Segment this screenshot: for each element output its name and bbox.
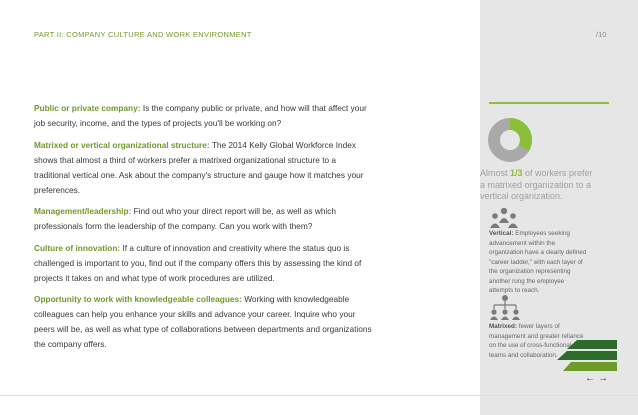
paragraph-leadership xyxy=(34,204,374,234)
paragraph-structure xyxy=(34,138,374,198)
paragraph-text: Find out who your direct report will be, as well as which professionals form the leadership of the company. Can you work with them? xyxy=(34,206,337,231)
prev-page-arrow-icon[interactable]: ← xyxy=(585,373,598,384)
stat-callout xyxy=(480,168,600,203)
stat-prefix: Almost xyxy=(480,168,511,178)
paragraph-innovation xyxy=(34,241,374,286)
donut-chart xyxy=(487,117,533,163)
term-label: Public or private company: xyxy=(34,103,141,113)
term-label: Matrixed or vertical organizational structure: xyxy=(34,139,210,150)
term-label: Opportunity to work with knowledgeable colleagues: xyxy=(34,294,242,304)
term-label: Culture of innovation: xyxy=(34,242,121,253)
paragraph-text: The 2014 Kelly Global Workforce Index shows that almost a third of workers prefer a matrixed organizational structure to a traditional vertical one. Ask about the company's structure and gauge how it matches your preferences. xyxy=(34,139,364,195)
matrixed-text: fewer layers of management and greater reliance on the use of cross-functional teams and collaboration. xyxy=(489,323,584,359)
bottom-rule xyxy=(0,395,638,396)
stat-highlight: 1/3 xyxy=(510,168,523,178)
term-label: Management/leadership: xyxy=(34,206,132,216)
paragraph-colleagues xyxy=(34,292,374,352)
paragraph-text: Is the company public or private, and how will that affect your job security, income, and the types of projects you'll be working on? xyxy=(34,103,367,128)
matrixed-term: Matrixed: xyxy=(489,323,517,330)
hierarchy-icon xyxy=(489,294,521,320)
paragraph-public-private xyxy=(34,101,374,131)
next-page-arrow-icon[interactable]: → xyxy=(598,373,611,384)
page-number: /10 xyxy=(596,30,607,39)
section-title: PART II: COMPANY CULTURE AND WORK ENVIRONMENT xyxy=(34,30,252,39)
paragraph-text: Working with knowledgeable colleagues can help you enhance your skills and advance your career. Inquire who your peers will be, as well as what type of collaborations between departments and organizations the company offers. xyxy=(34,294,372,349)
vertical-definition xyxy=(489,229,589,296)
page-navigation xyxy=(585,373,611,384)
stat-suffix: of workers prefer a matrixed organization to a vertical organization. xyxy=(480,168,593,201)
people-group-icon xyxy=(489,207,519,229)
decorative-stripes xyxy=(557,340,617,372)
vertical-text: Employees seeking advancement within the organization have a clearly defined "career ladder," with each layer of the organization representing another rung the employee attempts to reach. xyxy=(489,230,587,294)
sidebar-divider xyxy=(489,102,609,104)
paragraph-text: If a culture of innovation and creativity where the status quo is challenged is important to you, find out if the company offers this by assessing the kind of projects it takes on and what type of work procedures are utilized. xyxy=(34,242,362,283)
main-content xyxy=(34,101,374,359)
vertical-term: Vertical: xyxy=(489,230,514,237)
